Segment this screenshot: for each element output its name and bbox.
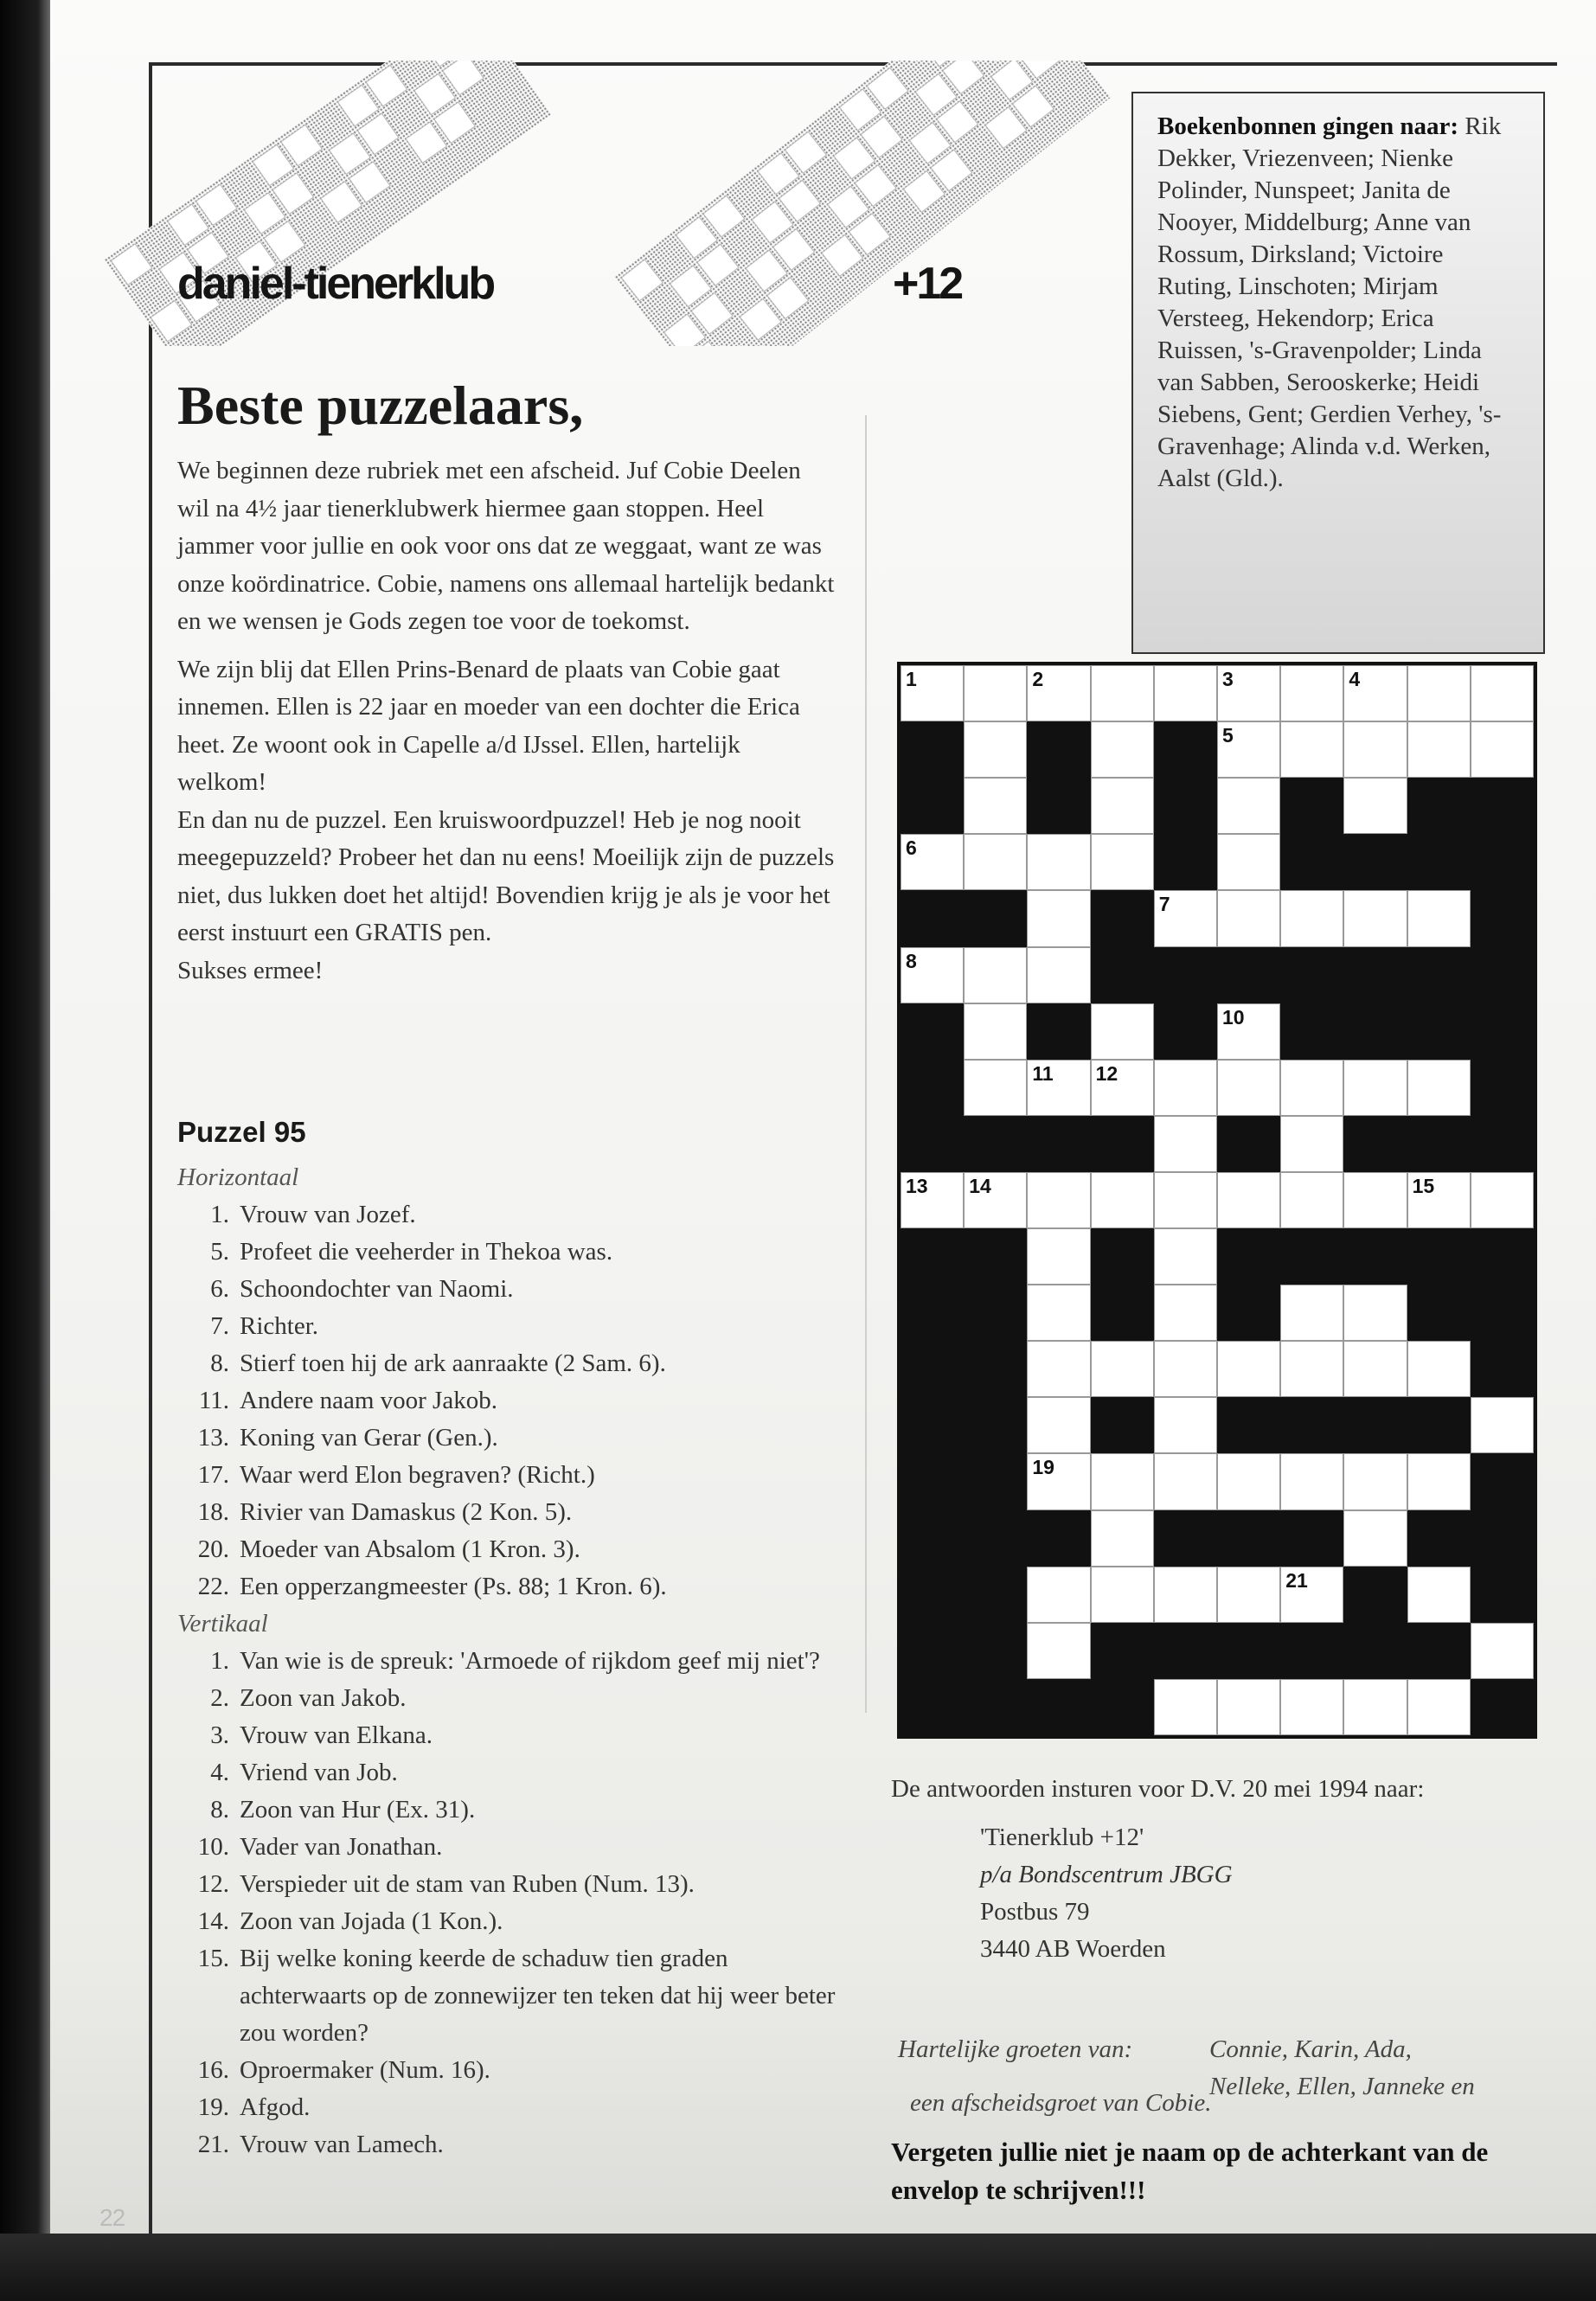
crossword-cell[interactable]: [1154, 1453, 1217, 1509]
clue-text: Profeet die veeherder in Thekoa was.: [240, 1238, 613, 1266]
clue-number-label: 7: [1158, 893, 1170, 916]
crossword-cell[interactable]: [1471, 665, 1534, 721]
clue-text: Afgod.: [240, 2093, 311, 2121]
crossword-cell[interactable]: [1027, 890, 1090, 946]
clue-text: Vriend van Job.: [240, 1759, 398, 1786]
clue-text: Richter.: [240, 1312, 319, 1340]
clue-number-label: 6: [906, 836, 917, 860]
clue-number-label: 4: [1349, 668, 1361, 690]
crossword-cell[interactable]: [1343, 1172, 1407, 1228]
crossword-cell[interactable]: [1471, 721, 1534, 778]
crossword-cell[interactable]: [1217, 890, 1280, 946]
crossword-cell[interactable]: [901, 947, 964, 1003]
clue-number: 19.: [197, 2093, 229, 2121]
crossword-cell[interactable]: [1407, 1567, 1471, 1623]
crossword-cell[interactable]: [1027, 1453, 1090, 1509]
crossword-cell[interactable]: [964, 665, 1027, 721]
clue-item: [177, 1717, 852, 1754]
clue-item: [177, 2089, 852, 2126]
crossword-cell[interactable]: [1343, 665, 1407, 721]
clue-item: [177, 1643, 852, 1680]
crossword-cell[interactable]: [1471, 1623, 1534, 1679]
clue-number: 5.: [210, 1238, 229, 1266]
crossword-cell[interactable]: [1343, 1341, 1407, 1397]
crossword-cell[interactable]: [1091, 778, 1154, 834]
reminder-text: Vergeten jullie niet je naam op de achterkant van de envelop te schrijven!!!: [891, 2137, 1489, 2205]
crossword-cell[interactable]: [1154, 890, 1217, 946]
crossword-cell[interactable]: [964, 1172, 1027, 1228]
crossword-cell[interactable]: [1091, 1172, 1154, 1228]
crossword-cell[interactable]: [1217, 1003, 1280, 1060]
clue-number: 1.: [210, 1201, 229, 1228]
clue-number: 2.: [210, 1684, 229, 1712]
crossword-cell[interactable]: [1217, 1567, 1280, 1623]
crossword-cell[interactable]: [1217, 1060, 1280, 1116]
crossword-cell[interactable]: [1091, 1003, 1154, 1060]
clue-number: 1.: [210, 1647, 229, 1675]
clue-text: Zoon van Hur (Ex. 31).: [240, 1796, 476, 1823]
clue-text: Vrouw van Jozef.: [240, 1201, 416, 1228]
crossword-cell[interactable]: [901, 1172, 964, 1228]
intro-paragraph: En dan nu de puzzel. Een kruiswoordpuzzel! Heb je nog nooit meegepuzzeld? Probeer het dan nu eens! Moeilijk zijn de puzzels niet, dus lukken doet het altijd! Bovendien krijg je als je voor het eerst instuurt een GRATIS pen.: [177, 805, 835, 946]
clue-number-label: 21: [1285, 1568, 1308, 1592]
clue-number: 3.: [210, 1721, 229, 1749]
crossword-cell[interactable]: [964, 947, 1027, 1003]
crossword-cell[interactable]: [1280, 1679, 1343, 1735]
clue-number-label: 5: [1222, 724, 1234, 747]
clue-item: [177, 1680, 852, 1717]
clue-number: 16.: [197, 2056, 229, 2084]
crossword-cell[interactable]: [1154, 1285, 1217, 1341]
crossword-cell[interactable]: [1343, 1285, 1407, 1341]
crossword-cell[interactable]: [1217, 1679, 1280, 1735]
clue-text: Stierf toen hij de ark aanraakte (2 Sam. 6).: [240, 1349, 666, 1377]
clue-number-label: 13: [906, 1174, 928, 1197]
clue-number-label: 12: [1095, 1061, 1118, 1085]
clue-number-label: 15: [1412, 1174, 1435, 1197]
crossword-cell[interactable]: [1091, 1453, 1154, 1509]
vertical-clues: [177, 1643, 852, 2163]
crossword-cell[interactable]: [1027, 1567, 1090, 1623]
clue-number-label: 2: [1032, 668, 1044, 690]
clue-item: [177, 1308, 852, 1345]
crossword-cell[interactable]: [1154, 1116, 1217, 1172]
crossword-cell[interactable]: [1407, 890, 1471, 946]
crossword-cell[interactable]: [1217, 665, 1280, 721]
crossword-cell[interactable]: [1091, 1510, 1154, 1567]
crossword-cell[interactable]: [1471, 1172, 1534, 1228]
crossword-cell[interactable]: [1027, 1228, 1090, 1285]
crossword-cell[interactable]: [1407, 1060, 1471, 1116]
crossword-cell[interactable]: [1343, 721, 1407, 778]
clue-text: Vader van Jonathan.: [240, 1833, 443, 1861]
clue-text: Koning van Gerar (Gen.).: [240, 1424, 498, 1452]
crossword-cell[interactable]: [1027, 1172, 1090, 1228]
winners-box: [1131, 92, 1545, 654]
horizontal-heading: Horizontaal: [177, 1163, 299, 1191]
clue-item: [177, 2126, 852, 2163]
greetings-names: Connie, Karin, Ada,: [1209, 2035, 1412, 2063]
crossword-cell[interactable]: [1343, 1510, 1407, 1567]
crossword-cell[interactable]: [1280, 1285, 1343, 1341]
address-line: p/a Bondscentrum JBGG: [980, 1861, 1233, 1888]
crossword-cell[interactable]: [1154, 1567, 1217, 1623]
crossword-cell[interactable]: [1154, 1679, 1217, 1735]
clue-number: 12.: [197, 1870, 229, 1898]
crossword-cell[interactable]: [1027, 1397, 1090, 1453]
vertical-heading: Vertikaal: [177, 1610, 268, 1638]
crossword-cell[interactable]: [1154, 1172, 1217, 1228]
clue-text: Moeder van Absalom (1 Kron. 3).: [240, 1535, 580, 1563]
clue-item: [177, 1196, 852, 1234]
crossword-cell[interactable]: [1154, 665, 1217, 721]
crossword-cell[interactable]: [1343, 1453, 1407, 1509]
crossword-cell[interactable]: [1027, 1623, 1090, 1679]
clue-text: Zoon van Jakob.: [240, 1684, 407, 1712]
page-heading: Beste puzzelaars,: [177, 375, 584, 436]
crossword-cell[interactable]: [1343, 890, 1407, 946]
clue-text: Zoon van Jojada (1 Kon.).: [240, 1907, 503, 1935]
crossword-cell[interactable]: [1027, 834, 1090, 890]
crossword-cell[interactable]: [1280, 1341, 1343, 1397]
scan-edge-bottom: [0, 2234, 1596, 2301]
crossword-cell[interactable]: [964, 778, 1027, 834]
greetings-names: Nelleke, Ellen, Janneke en: [1209, 2073, 1475, 2100]
clue-number-label: 10: [1222, 1005, 1245, 1029]
clue-item: [177, 1234, 852, 1271]
crossword-cell[interactable]: [1154, 1060, 1217, 1116]
crossword-cell[interactable]: [1217, 778, 1280, 834]
greetings-label: Hartelijke groeten van:: [898, 2035, 1133, 2063]
clue-number: 8.: [210, 1349, 229, 1377]
crossword-cell[interactable]: [1217, 1172, 1280, 1228]
crossword-cell[interactable]: [1280, 1116, 1343, 1172]
crossword-cell[interactable]: [901, 665, 964, 721]
clue-number: 14.: [197, 1907, 229, 1935]
clue-number: 7.: [210, 1312, 229, 1340]
crossword-cell[interactable]: [1154, 1341, 1217, 1397]
clue-number: 11.: [198, 1387, 229, 1414]
clue-number-label: 3: [1222, 668, 1234, 690]
crossword-cell[interactable]: [964, 721, 1027, 778]
clue-item: [177, 1345, 852, 1382]
crossword-cell[interactable]: [1280, 1567, 1343, 1623]
crossword-cell[interactable]: [1407, 1679, 1471, 1735]
clue-number: 17.: [197, 1461, 229, 1489]
crossword-cell[interactable]: [1091, 834, 1154, 890]
crossword-cell[interactable]: [1091, 721, 1154, 778]
clue-text: Oproermaker (Num. 16).: [240, 2056, 490, 2084]
clue-text: Schoondochter van Naomi.: [240, 1275, 514, 1303]
crossword-cell[interactable]: [1280, 665, 1343, 721]
clue-number-label: 14: [969, 1174, 991, 1197]
page-frame-left: [149, 62, 152, 2242]
crossword-cell[interactable]: [1154, 1228, 1217, 1285]
clue-text: Rivier van Damaskus (2 Kon. 5).: [240, 1498, 573, 1526]
clue-item: [177, 1457, 852, 1494]
clue-number: 4.: [210, 1759, 229, 1786]
intro-paragraph: Sukses ermee!: [177, 956, 324, 984]
crossword-cell[interactable]: [1027, 1341, 1090, 1397]
crossword-cell[interactable]: [1343, 1679, 1407, 1735]
clue-list: [177, 1159, 852, 2163]
crossword-cell[interactable]: [1217, 721, 1280, 778]
clue-item: [177, 1420, 852, 1457]
horizontal-clues: [177, 1196, 852, 1606]
crossword-cell[interactable]: [1027, 1060, 1090, 1116]
intro-paragraph: We zijn blij dat Ellen Prins-Benard de plaats van Cobie gaat innemen. Ellen is 22 jaar en moeder van een dochter die Erica heet. Ze woont ook in Capelle a/d IJssel. Ellen, hartelijk welkom!: [177, 655, 800, 796]
crossword-cell[interactable]: [964, 1003, 1027, 1060]
clue-text: Andere naam voor Jakob.: [240, 1387, 497, 1414]
crossword-cell[interactable]: [1407, 665, 1471, 721]
crossword-grid: [897, 662, 1537, 1739]
intro-paragraph: We beginnen deze rubriek met een afscheid. Juf Cobie Deelen wil na 4½ jaar tienerklubwerk hiermee gaan stoppen. Heel jammer voor jullie en ook voor ons dat ze weggaat, want ze was onze koördinatrice. Cobie, namens ons allemaal hartelijk bedankt en we wensen je Gods zegen toe voor de toekomst.: [177, 457, 835, 635]
clue-text: Vrouw van Lamech.: [240, 2131, 444, 2158]
clue-text: Bij welke koning keerde de schaduw tien graden achterwaarts op de zonnewijzer ten teken dat hij weer beter zou worden?: [240, 1945, 836, 2047]
crossword-cell[interactable]: [1091, 665, 1154, 721]
clue-item: [177, 1866, 852, 1903]
winners-names: Rik Dekker, Vriezenveen; Nienke Polinder, Nunspeet; Janita de Nooyer, Middelburg; Anne van Rossum, Dirksland; Victoire Ruting, Linschoten; Mirjam Versteeg, Hekendorp; Erica Ruissen, 's-Gravenpolder; Linda van Sabben, Serooskerke; Heidi Siebens, Gent; Gerdien Verhey, 's-Gravenhage; Alinda v.d. Werken, Aalst (Gld.).: [1157, 112, 1502, 492]
clue-number-label: 19: [1032, 1456, 1054, 1479]
winners-label: Boekenbonnen gingen naar:: [1157, 112, 1459, 140]
crossword-cell[interactable]: [901, 834, 964, 890]
clue-number: 10.: [197, 1833, 229, 1861]
page-number: 22: [99, 2204, 125, 2231]
scan-edge-left: [0, 0, 50, 2301]
crossword-cell[interactable]: [964, 834, 1027, 890]
address-line: Postbus 79: [980, 1898, 1090, 1926]
brand-title: daniel-tienerklub: [177, 259, 494, 309]
crossword-cell[interactable]: [1027, 665, 1090, 721]
crossword-cell[interactable]: [1027, 947, 1090, 1003]
send-instructions: De antwoorden insturen voor D.V. 20 mei 1994 naar:: [891, 1775, 1425, 1803]
clue-number: 15.: [197, 1945, 229, 1972]
crossword-cell[interactable]: [1407, 1453, 1471, 1509]
age-label: +12: [893, 259, 962, 309]
intro-text: [177, 452, 835, 1000]
crossword-cell[interactable]: [1280, 890, 1343, 946]
clue-item: [177, 1531, 852, 1568]
clue-item: [177, 1271, 852, 1308]
puzzle-title: Puzzel 95: [177, 1116, 306, 1148]
clue-text: Waar werd Elon begraven? (Richt.): [240, 1461, 595, 1489]
clue-item: [177, 1754, 852, 1791]
crossword-cell[interactable]: [1217, 1453, 1280, 1509]
crossword-cell[interactable]: [1471, 1397, 1534, 1453]
clue-item: [177, 2052, 852, 2089]
clue-number: 18.: [197, 1498, 229, 1526]
clue-number-label: 8: [906, 949, 917, 972]
clue-item: [177, 1568, 852, 1606]
address-line: 3440 AB Woerden: [980, 1935, 1166, 1963]
crossword-cell[interactable]: [1217, 1341, 1280, 1397]
crossword-cell[interactable]: [1091, 1060, 1154, 1116]
farewell-line: een afscheidsgroet van Cobie.: [910, 2089, 1212, 2117]
crossword-cell[interactable]: [1407, 1172, 1471, 1228]
crossword-cell[interactable]: [1343, 778, 1407, 834]
clue-text: Een opperzangmeester (Ps. 88; 1 Kron. 6).: [240, 1573, 667, 1600]
crossword-cell[interactable]: [1407, 1341, 1471, 1397]
clue-number-label: 1: [906, 668, 917, 690]
crossword-cell[interactable]: [1217, 834, 1280, 890]
address-block: [980, 1819, 1233, 1968]
address-line: 'Tienerklub +12': [980, 1823, 1144, 1851]
clue-item: [177, 1829, 852, 1866]
clue-number: 22.: [197, 1573, 229, 1600]
clue-item: [177, 1494, 852, 1531]
clue-number: 6.: [210, 1275, 229, 1303]
clue-text: Verspieder uit de stam van Ruben (Num. 13).: [240, 1870, 695, 1898]
clue-number: 20.: [197, 1535, 229, 1563]
clue-text: Van wie is de spreuk: 'Armoede of rijkdom geef mij niet'?: [240, 1647, 820, 1675]
clue-number: 21.: [197, 2131, 229, 2158]
crossword-cell[interactable]: [1154, 1397, 1217, 1453]
clue-number: 8.: [210, 1796, 229, 1823]
crossword-cell[interactable]: [1091, 1567, 1154, 1623]
crossword-cell[interactable]: [1280, 1172, 1343, 1228]
clue-item: [177, 1382, 852, 1420]
crossword-cell[interactable]: [1343, 1060, 1407, 1116]
crossword-cell[interactable]: [1091, 1341, 1154, 1397]
crossword-cell[interactable]: [964, 1060, 1027, 1116]
crossword-cell[interactable]: [1280, 1453, 1343, 1509]
clue-text: Vrouw van Elkana.: [240, 1721, 433, 1749]
clue-number: 13.: [197, 1424, 229, 1452]
column-divider: [865, 415, 867, 1713]
crossword-cell[interactable]: [1027, 1285, 1090, 1341]
clue-number-label: 11: [1032, 1061, 1054, 1085]
clue-item: [177, 1903, 852, 1940]
clue-item: [177, 1940, 852, 2052]
clue-item: [177, 1791, 852, 1829]
crossword-cell[interactable]: [1407, 721, 1471, 778]
crossword-cell[interactable]: [1280, 1060, 1343, 1116]
crossword-cell[interactable]: [1280, 721, 1343, 778]
